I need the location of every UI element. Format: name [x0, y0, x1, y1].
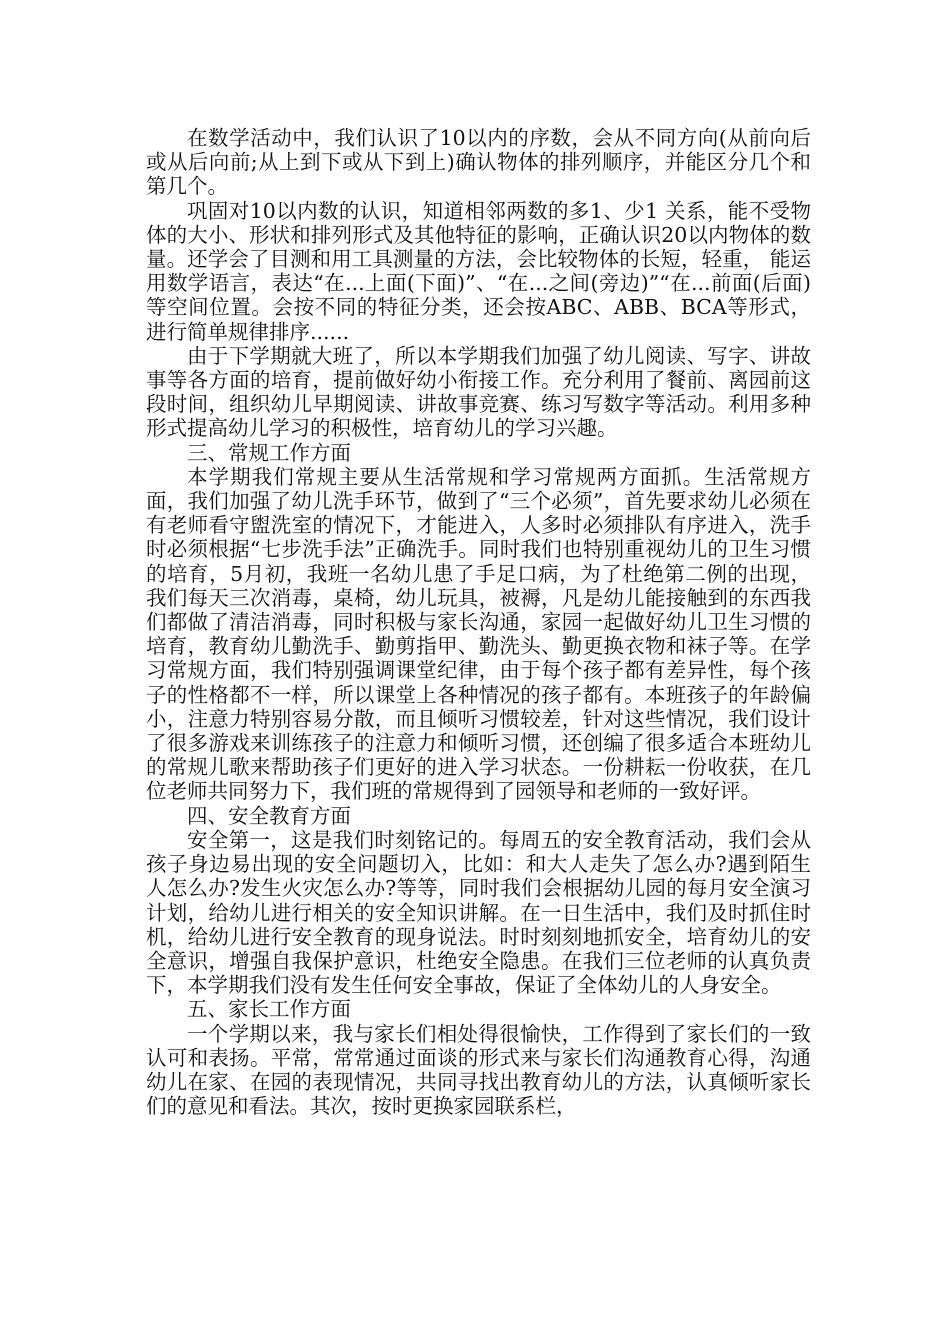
- paragraph-routine: 本学期我们常规主要从生活常规和学习常规两方面抓。生活常规方面，我们加强了幼儿洗手环节，做到了“三个必须”，首先要求幼儿必须在有老师看守盥洗室的情况下，才能进入，人多时必须排队有序进入，洗手时必须根据“七步洗手法”正确洗手。同时我们也特别重视幼儿的卫生习惯的培育，5月初，我班一名幼儿患了手足口病，为了杜绝第二例的出现，我们每天三次消毒，桌椅，幼儿玩具，被褥，凡是幼儿能接触到的东西我们都做了清洁消毒，同时积极与家长沟通，家园一起做好幼儿卫生习惯的培育，教育幼儿勤洗手、勤剪指甲、勤洗头、勤更换衣物和袜子等。在学习常规方面，我们特别强调课堂纪律，由于每个孩子都有差异性，每个孩子的性格都不一样，所以课堂上各种情况的孩子都有。本班孩子的年龄偏小，注意力特别容易分散，而且倾听习惯较差，针对这些情况，我们设计了很多游戏来训练孩子的注意力和倾听习惯，还创编了很多适合本班幼儿的常规儿歌来帮助孩子们更好的进入学习状态。一份耕耘一份收获，在几位老师共同努力下，我们班的常规得到了园领导和老师的一致好评。: [146, 464, 811, 804]
- section-heading-routine: 三、常规工作方面: [187, 440, 351, 465]
- paragraph-safety: 安全第一，这是我们时刻铭记的。每周五的安全教育活动，我们会从孩子身边易出现的安全问题切入，比如：和大人走失了怎么办?遇到陌生人怎么办?发生火灾怎么办?等等，同时我们会根据幼儿园的每月安全演习计划，给幼儿进行相关的安全知识讲解。在一日生活中，我们及时抓住时机，给幼儿进行安全教育的现身说法。时时刻刻地抓安全，培育幼儿的安全意识，增强自我保护意识，杜绝安全隐患。在我们三位老师的认真负责下，本学期我们没有发生任何安全事故，保证了全体幼儿的人身安全。: [146, 827, 811, 998]
- section-heading-safety: 四、安全教育方面: [187, 803, 351, 828]
- paragraph-parents: 一个学期以来，我与家长们相处得很愉快，工作得到了家长们的一致认可和表扬。平常，常常通过面谈的形式来与家长们沟通教育心得，沟通幼儿在家、在园的表现情况，共同寻找出教育幼儿的方法，认真倾听家长们的意见和看法。其次，按时更换家园联系栏，: [146, 1021, 811, 1119]
- paragraph-math-numbers: 巩固对10以内数的认识，知道相邻两数的多1、少1 关系，能不受物体的大小、形状和排列形式及其他特征的影响，正确认识20以内物体的数量。还学会了目测和用工具测量的方法，会比较物体的长短，轻重， 能运用数学语言，表达“在...上面(下面)”、“在...之间(旁边)”“在...前面(后面)等空间位置。会按不同的特征分类，还会按ABC、ABB、BCA等形式，进行简单规律排序......: [146, 198, 811, 344]
- document-body: [146, 126, 811, 1118]
- section-heading-parents: 五、家长工作方面: [187, 997, 351, 1022]
- paragraph-math-ordinals: 在数学活动中，我们认识了10以内的序数，会从不同方向(从前向后或从后向前;从上到下或从下到上)确认物体的排列顺序，并能区分几个和第几个。: [146, 126, 811, 199]
- paragraph-reading-writing: 由于下学期就大班了，所以本学期我们加强了幼儿阅读、写字、讲故事等各方面的培育，提前做好幼小衔接工作。充分利用了餐前、离园前这段时间，组织幼儿早期阅读、讲故事竞赛、练习写数字等活动。利用多种形式提高幼儿学习的积极性，培育幼儿的学习兴趣。: [146, 343, 811, 441]
